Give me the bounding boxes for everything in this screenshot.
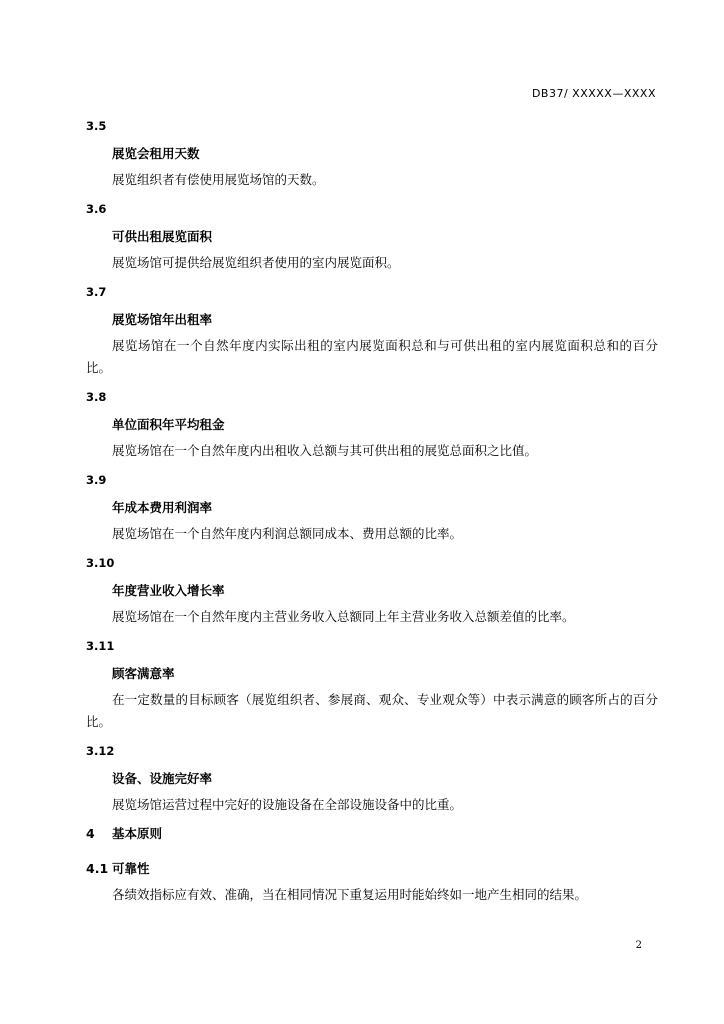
term-number: 3.9 — [86, 473, 107, 487]
term-entry — [86, 472, 658, 545]
section-number: 4 — [86, 826, 95, 841]
subsection-title: 可靠性 — [112, 861, 150, 876]
term-title: 年成本费用利润率 — [112, 500, 213, 515]
term-number: 3.7 — [86, 285, 107, 299]
term-number: 3.11 — [86, 639, 115, 653]
term-title: 展览会租用天数 — [112, 146, 200, 161]
section-heading — [86, 826, 658, 842]
term-entry — [86, 284, 658, 379]
term-entry — [86, 201, 658, 274]
term-definition: 展览场馆在一个自然年度内出租收入总额与其可供出租的展览总面积之比值。 — [112, 443, 538, 458]
term-number: 3.12 — [86, 744, 115, 758]
subsection-text: 各绩效指标应有效、准确，当在相同情况下重复运用时能始终如一地产生相同的结果。 — [112, 887, 588, 902]
term-title: 单位面积年平均租金 — [112, 417, 225, 432]
standard-code: DB37/ XXXXX—XXXX — [531, 87, 656, 100]
page-content — [86, 118, 658, 906]
term-title: 设备、设施完好率 — [112, 771, 213, 786]
term-definition: 展览场馆运营过程中完好的设施设备在全部设施设备中的比重。 — [112, 797, 463, 812]
section-title: 基本原则 — [112, 826, 163, 841]
term-number: 3.8 — [86, 390, 107, 404]
term-title: 可供出租展览面积 — [112, 229, 213, 244]
term-entry — [86, 743, 658, 816]
term-entry — [86, 118, 658, 191]
term-definition: 在一定数量的目标顾客（展览组织者、参展商、观众、专业观众等）中表示满意的顾客所占的百分比。 — [86, 692, 658, 729]
term-number: 3.5 — [86, 119, 107, 133]
term-entry — [86, 555, 658, 628]
term-title: 顾客满意率 — [112, 666, 175, 681]
term-definition: 展览场馆可提供给展览组织者使用的室内展览面积。 — [112, 255, 400, 270]
term-definition: 展览场馆在一个自然年度内利润总额同成本、费用总额的比率。 — [112, 526, 463, 541]
term-definition: 展览场馆在一个自然年度内实际出租的室内展览面积总和与可供出租的室内展览面积总和的百分比。 — [86, 338, 658, 375]
term-entry — [86, 389, 658, 462]
term-number: 3.10 — [86, 556, 115, 570]
term-definition: 展览场馆在一个自然年度内主营业务收入总额同上年主营业务收入总额差值的比率。 — [112, 609, 575, 624]
subsection-number: 4.1 — [86, 861, 109, 876]
term-definition: 展览组织者有偿使用展览场馆的天数。 — [112, 172, 325, 187]
page-number: 2 — [635, 940, 642, 951]
term-title: 年度营业收入增长率 — [112, 583, 225, 598]
term-title: 展览场馆年出租率 — [112, 312, 213, 327]
subsection-heading — [86, 861, 658, 877]
term-number: 3.6 — [86, 202, 107, 216]
term-entry — [86, 638, 658, 733]
